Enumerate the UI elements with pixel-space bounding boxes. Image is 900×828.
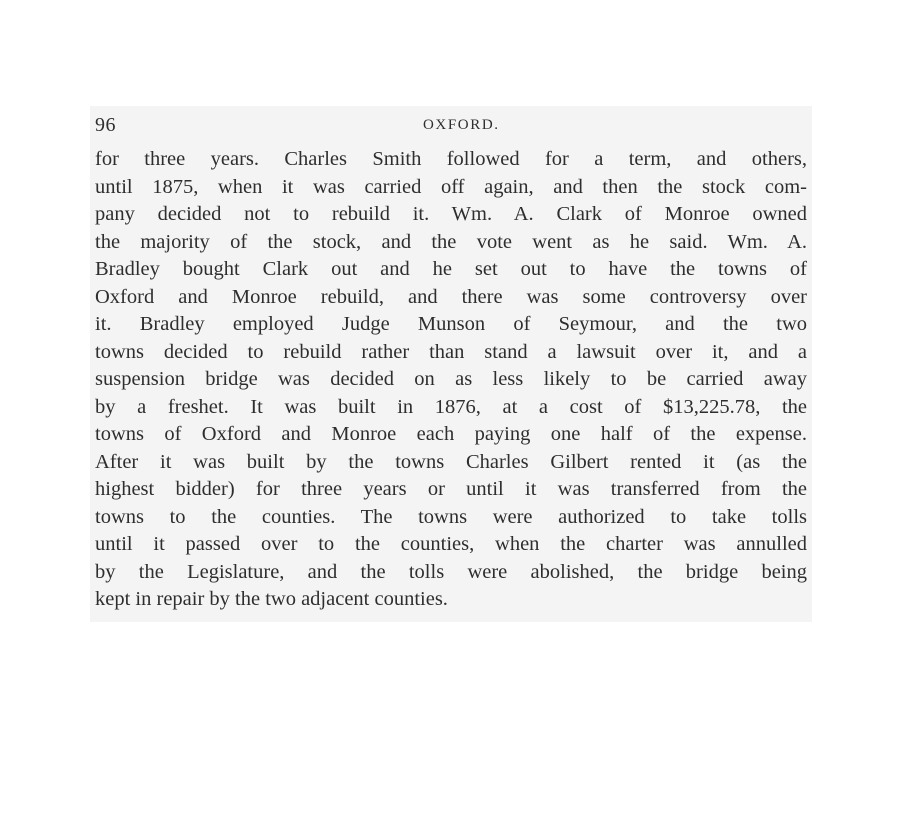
text-line: towns decided to rebuild rather than stand a lawsuit over it, and a [95,340,807,363]
text-line: Bradley bought Clark out and he set out to have the towns of [95,258,807,280]
text-line: Oxford and Monroe rebuild, and there was some controversy over [95,285,807,308]
body-paragraph [95,146,807,614]
running-head: OXFORD. [423,117,500,133]
text-line: highest bidder) for three years or until it was transferred from the [95,478,807,500]
page-header [95,114,810,138]
text-line: until 1875, when it was carried off again, and then the stock com- [95,175,807,198]
text-line: it. Bradley employed Judge Munson of Seymour, and the two [95,313,807,335]
text-line: until it passed over to the counties, when the charter was annulled [95,533,807,555]
text-line: After it was built by the towns Charles Gilbert rented it (as the [95,450,807,473]
text-line: by a freshet. It was built in 1876, at a cost of $13,225.78, the [95,395,807,418]
text-line: towns of Oxford and Monroe each paying one half of the expense. [95,423,807,445]
text-line: kept in repair by the two adjacent counties. [95,588,448,610]
text-line: for three years. Charles Smith followed for a term, and others, [95,148,807,170]
text-line: the majority of the stock, and the vote went as he said. Wm. A. [95,230,807,253]
text-line: by the Legislature, and the tolls were abolished, the bridge being [95,560,807,583]
text-line: pany decided not to rebuild it. Wm. A. Clark of Monroe owned [95,203,807,225]
text-line: towns to the counties. The towns were authorized to take tolls [95,505,807,528]
text-line: suspension bridge was decided on as less likely to be carried away [95,368,807,390]
page-number: 96 [95,114,116,136]
